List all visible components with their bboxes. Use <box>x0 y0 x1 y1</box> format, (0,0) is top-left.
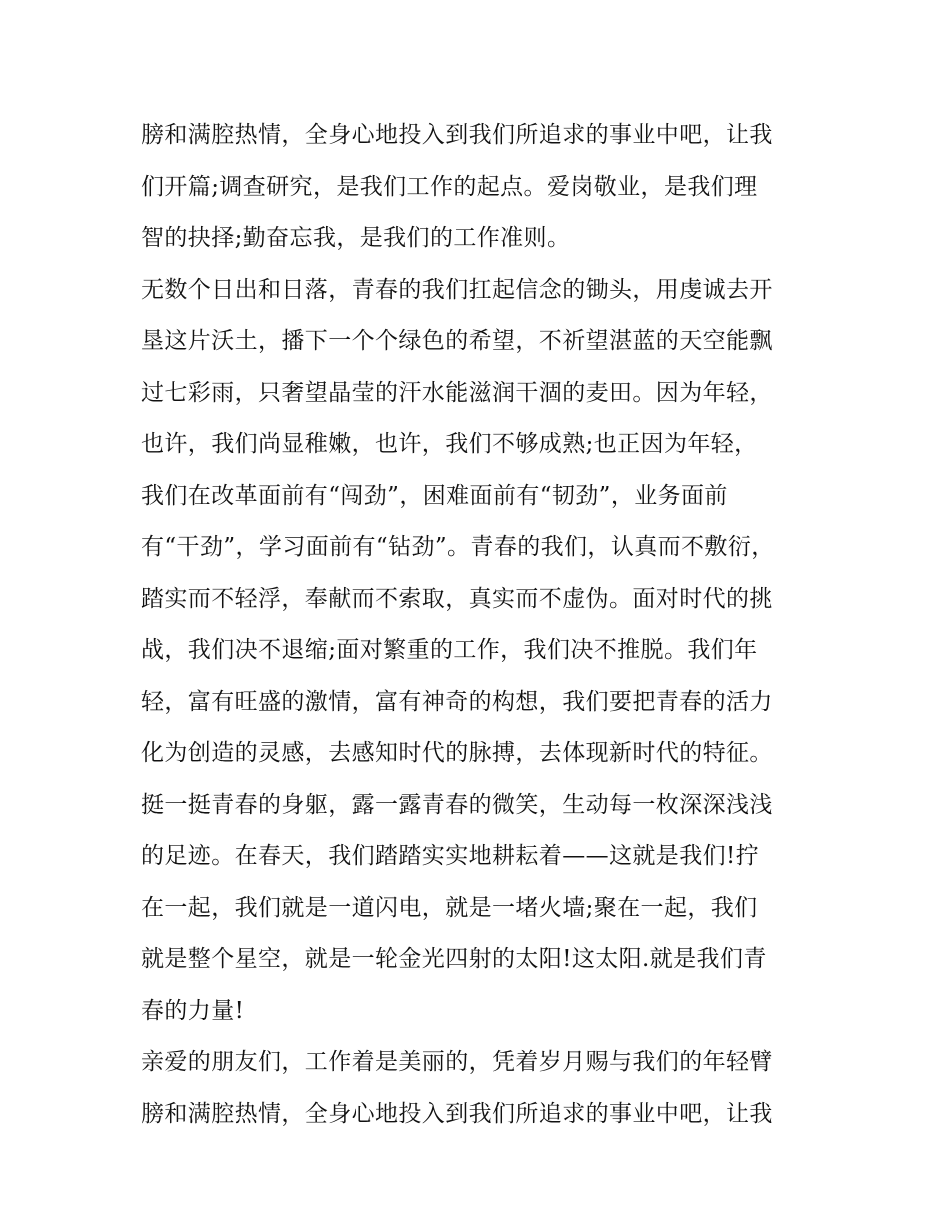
text-line: 轻，富有旺盛的激情，富有神奇的构想，我们要把青春的活力 <box>141 688 773 715</box>
text-line: 也许，我们尚显稚嫩，也许，我们不够成熟;也正因为年轻， <box>141 431 758 457</box>
text-line: 在一起，我们就是一道闪电，就是一堵火墙;聚在一起，我们 <box>141 894 758 921</box>
text-line: 垦这片沃土，播下一个个绿色的希望，不祈望湛蓝的天空能飘 <box>141 328 773 354</box>
text-line: 有“干劲”，学习面前有“钻劲”。青春的我们，认真而不敷衍， <box>141 534 775 560</box>
text-line: 就是整个星空，就是一轮金光四射的太阳!这太阳.就是我们青 <box>141 946 767 972</box>
text-line: 踏实而不轻浮，奉献而不索取，真实而不虚伪。面对时代的挑 <box>141 585 773 612</box>
text-line: 智的抉择;勤奋忘我，是我们的工作准则。 <box>141 225 571 251</box>
text-line: 春的力量! <box>141 997 245 1024</box>
text-line: 无数个日出和日落，青春的我们扛起信念的锄头，用虔诚去开 <box>141 276 773 303</box>
text-line: 膀和满腔热情，全身心地投入到我们所追求的事业中吧，让我 <box>141 122 773 148</box>
body-text <box>141 110 831 1140</box>
text-line: 们开篇;调查研究，是我们工作的起点。爱岗敬业，是我们理 <box>141 173 758 200</box>
text-line: 过七彩雨，只奢望晶莹的汗水能滋润干涸的麦田。因为年轻， <box>141 379 773 406</box>
text-line: 挺一挺青春的身躯，露一露青春的微笑，生动每一枚深深浅浅 <box>141 791 773 818</box>
text-line: 化为创造的灵感，去感知时代的脉搏，去体现新时代的特征。 <box>141 740 773 766</box>
text-line: 亲爱的朋友们，工作着是美丽的，凭着岁月赐与我们的年轻臂 <box>141 1049 773 1075</box>
text-line: 战，我们决不退缩;面对繁重的工作，我们决不推脱。我们年 <box>141 637 758 663</box>
text-line: 的足迹。在春天，我们踏踏实实地耕耘着——这就是我们!拧 <box>141 843 760 869</box>
text-line: 膀和满腔热情，全身心地投入到我们所追求的事业中吧，让我 <box>141 1100 773 1127</box>
text-line: 我们在改革面前有“闯劲”，困难面前有“韧劲”，业务面前 <box>141 482 728 509</box>
